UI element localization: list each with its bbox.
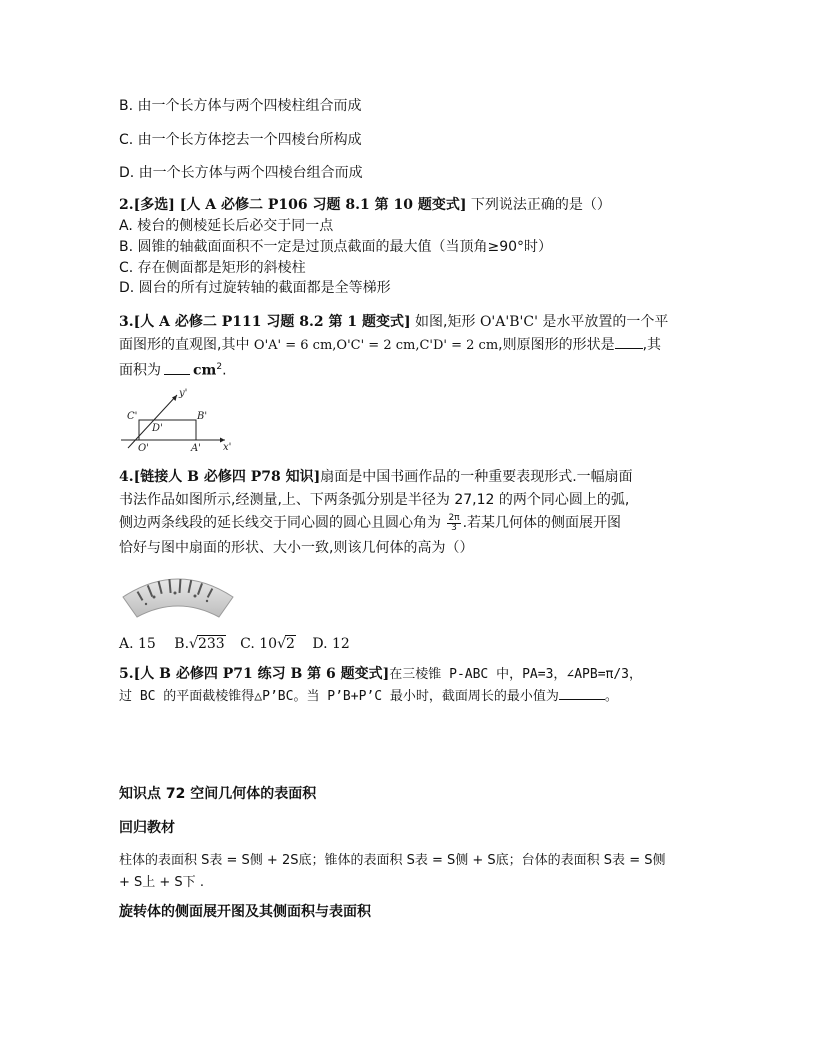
q3-oc: O'C' = 2 cm, [336,338,420,353]
q5-line-2 [119,686,618,707]
prev-option-c: C. 由一个长方体挖去一个四棱台所构成 [119,132,362,148]
q4-option-c-label: C. 10 [240,636,278,652]
q3-unit-exponent: 2 [216,362,223,372]
label-b: B' [197,411,208,422]
q2-question: 下列说法正确的是（） [470,197,611,213]
q4-fan-figure [119,567,237,627]
q3-answer-blank-shape [615,335,643,349]
q4-text-3a: 侧边两条线段的延长线交于同心圆的圆心且圆心角为 [119,515,441,531]
q4-option-c-radicand: 2 [286,636,295,652]
q4-option-a: A. 15 [119,636,156,652]
q4-angle-fraction [447,514,460,533]
label-x: x' [223,442,232,453]
label-a: A' [191,443,201,454]
prev-option-d: D. 由一个长方体与两个四棱台组合而成 [119,165,363,181]
q3-figure [117,385,235,455]
q5-number: 5. [119,666,134,682]
q3-line2-b: ,则原图形的形状是 [498,337,615,353]
q4-line-1 [119,467,633,487]
q4-line-2: 书法作品如图所示,经测量,上、下两条弧分别是半径为 27,12 的两个同心圆上的弧, [119,492,630,508]
section-body-line-1: 柱体的表面积 S表 = S侧 + 2S底；锥体的表面积 S表 = S侧 + S底；台体的表面积 S表 = S侧 [119,853,666,868]
q5-text-2a: 过 BC 的平面截棱锥得△P’BC。当 P’B+P’C 最小时，截面周长的最小值为 [119,689,559,704]
q3-line3-b: . [222,362,227,379]
section-subtitle: 回归教材 [119,820,175,836]
q4-frac-den: 3 [451,522,457,533]
q3-line-2 [119,335,661,356]
q3-line3-a: 面积为 [119,362,161,379]
q3-source-tag: [人 A 必修二 P111 习题 8.2 第 1 题变式] [133,314,411,330]
q4-options [119,634,350,654]
q3-line-3 [119,357,227,381]
q4-line-3 [119,513,621,533]
q2-option-b: B. 圆锥的轴截面面积不一定是过顶点截面的最大值（当顶角≥90°时） [119,239,553,255]
q3-text-a: 如图,矩形 [415,314,476,330]
q3-line2-a: 面图形的直观图,其中 [119,337,250,353]
label-o: O' [138,443,149,454]
q4-option-b-label: B. [174,636,190,652]
sqrt-icon: √ [277,636,286,652]
q4-source-tag: [链接人 B 必修四 P78 知识] [133,469,321,485]
q2-option-c: C. 存在侧面都是矩形的斜棱柱 [119,260,306,276]
q4-option-b [174,636,225,652]
sqrt-icon: √ [189,636,198,652]
q3-rect-name: O'A'B'C' [479,314,538,330]
label-d: D' [152,423,163,434]
q4-frac-num: 2π [448,512,460,523]
rectangle-oabc [139,420,196,440]
q4-line-4: 恰好与图中扇面的形状、大小一致,则该几何体的高为（） [119,540,474,556]
q4-option-d: D. 12 [312,636,350,652]
q3-number: 3. [119,314,134,330]
q4-text-3b: .若某几何体的侧面展开图 [462,515,622,531]
q3-line-1 [119,312,668,332]
q2-number: 2. [119,197,134,213]
q3-cd: C'D' = 2 cm [419,338,499,353]
q3-text-b: 是水平放置的一个平 [542,314,669,330]
q5-line-1 [119,664,642,685]
q5-text-2b: 。 [604,689,618,704]
q2-source-tag: [多选] [人 A 必修二 P106 习题 8.1 第 10 题变式] [133,197,467,213]
q2-option-a: A. 棱台的侧棱延长后必交于同一点 [119,218,334,234]
label-y: y' [179,388,188,399]
q5-source-tag: [人 B 必修四 P71 练习 B 第 6 题变式] [133,666,390,682]
q3-answer-blank-area [164,361,190,375]
q4-option-c [240,636,296,652]
prev-option-b: B. 由一个长方体与两个四棱柱组合而成 [119,98,362,114]
q4-number: 4. [119,469,134,485]
section-body-line-2: + S上 + S下 . [119,875,204,890]
q4-option-b-radicand: 233 [197,636,225,652]
section-heading-2: 旋转体的侧面展开图及其侧面积与表面积 [119,904,371,920]
q5-answer-blank [559,686,605,700]
q3-oa: O'A' = 6 cm, [253,338,337,353]
q4-text-1: 扇面是中国书画作品的一种重要表现形式.一幅扇面 [320,469,633,485]
q2-stem [119,195,611,215]
q3-line2-c: ,其 [642,337,662,353]
label-c: C' [127,411,138,422]
fan-shape [123,579,233,617]
q5-text-1: 在三棱锥 P-ABC 中，PA=3，∠APB=π/3， [389,667,643,682]
section-title: 知识点 72 空间几何体的表面积 [119,786,317,802]
q3-unit: cm [193,362,217,379]
q2-option-d: D. 圆台的所有过旋转轴的截面都是全等梯形 [119,280,391,296]
